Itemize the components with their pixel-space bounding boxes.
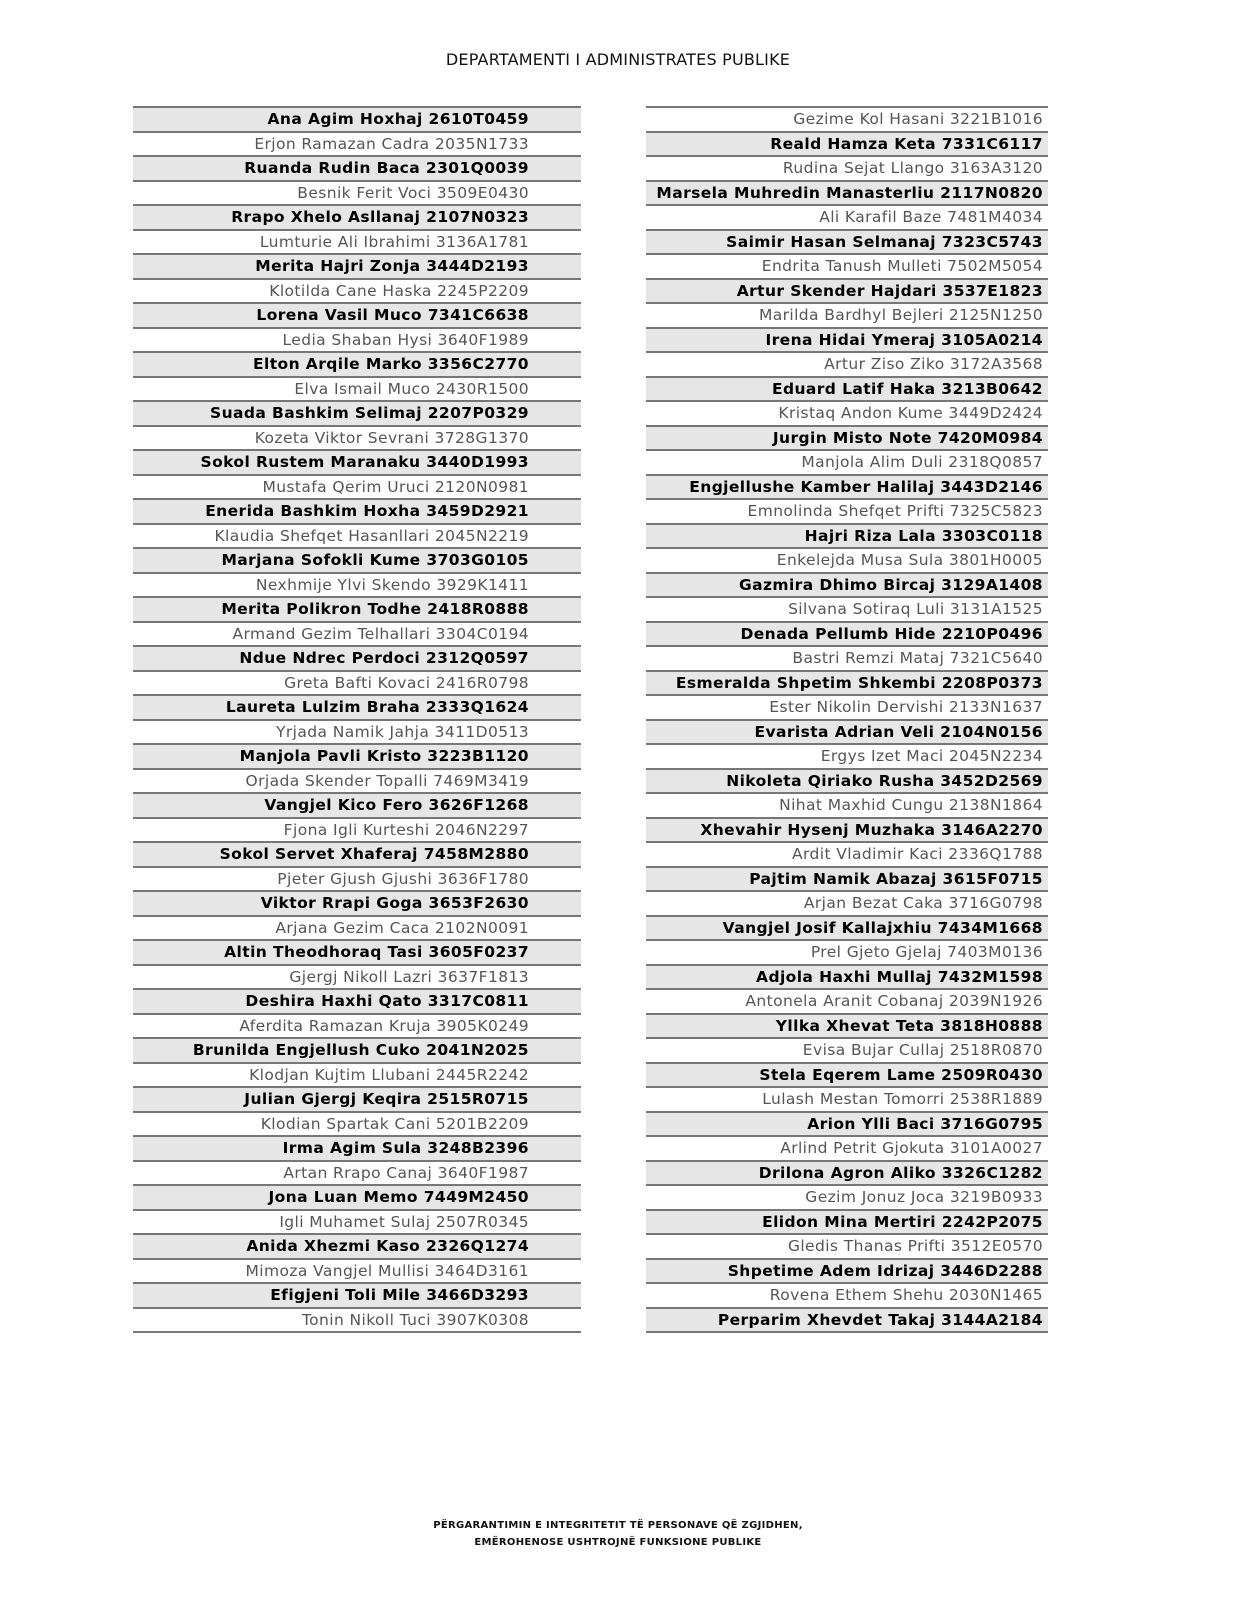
list-item: Erjon Ramazan Cadra 2035N1733: [133, 133, 581, 158]
list-item: Brunilda Engjellush Cuko 2041N2025: [133, 1039, 581, 1064]
list-item: Yllka Xhevat Teta 3818H0888: [646, 1015, 1048, 1040]
list-item: Deshira Haxhi Qato 3317C0811: [133, 990, 581, 1015]
list-item: Elidon Mina Mertiri 2242P2075: [646, 1211, 1048, 1236]
list-item: Marjana Sofokli Kume 3703G0105: [133, 549, 581, 574]
list-item: Artan Rrapo Canaj 3640F1987: [133, 1162, 581, 1187]
list-item: Viktor Rrapi Goga 3653F2630: [133, 892, 581, 917]
list-item: Saimir Hasan Selmanaj 7323C5743: [646, 231, 1048, 256]
list-item: Jurgin Misto Note 7420M0984: [646, 427, 1048, 452]
list-item: Rrapo Xhelo Asllanaj 2107N0323: [133, 206, 581, 231]
list-item: Prel Gjeto Gjelaj 7403M0136: [646, 941, 1048, 966]
list-item: Drilona Agron Aliko 3326C1282: [646, 1162, 1048, 1187]
list-item: Klodian Spartak Cani 5201B2209: [133, 1113, 581, 1138]
list-item: Laureta Lulzim Braha 2333Q1624: [133, 696, 581, 721]
list-item: Klodjan Kujtim Llubani 2445R2242: [133, 1064, 581, 1089]
list-item: Ana Agim Hoxhaj 2610T0459: [133, 108, 581, 133]
list-item: Orjada Skender Topalli 7469M3419: [133, 770, 581, 795]
list-item: Arjana Gezim Caca 2102N0091: [133, 917, 581, 942]
list-item: Lorena Vasil Muco 7341C6638: [133, 304, 581, 329]
list-item: Reald Hamza Keta 7331C6117: [646, 133, 1048, 158]
list-item: Armand Gezim Telhallari 3304C0194: [133, 623, 581, 648]
list-item: Mustafa Qerim Uruci 2120N0981: [133, 476, 581, 501]
list-item: Ruanda Rudin Baca 2301Q0039: [133, 157, 581, 182]
list-item: Pajtim Namik Abazaj 3615F0715: [646, 868, 1048, 893]
page-footer: [0, 1517, 1236, 1551]
list-item: Ndue Ndrec Perdoci 2312Q0597: [133, 647, 581, 672]
list-item: Sokol Rustem Maranaku 3440D1993: [133, 451, 581, 476]
list-item: Aferdita Ramazan Kruja 3905K0249: [133, 1015, 581, 1040]
list-item: Igli Muhamet Sulaj 2507R0345: [133, 1211, 581, 1236]
list-item: Manjola Alim Duli 2318Q0857: [646, 451, 1048, 476]
list-item: Lulash Mestan Tomorri 2538R1889: [646, 1088, 1048, 1113]
list-item: Esmeralda Shpetim Shkembi 2208P0373: [646, 672, 1048, 697]
list-item: Arlind Petrit Gjokuta 3101A0027: [646, 1137, 1048, 1162]
list-item: Besnik Ferit Voci 3509E0430: [133, 182, 581, 207]
list-item: Kristaq Andon Kume 3449D2424: [646, 402, 1048, 427]
list-item: Rudina Sejat Llango 3163A3120: [646, 157, 1048, 182]
list-item: Elva Ismail Muco 2430R1500: [133, 378, 581, 403]
list-item: Mimoza Vangjel Mullisi 3464D3161: [133, 1260, 581, 1285]
page-title: DEPARTAMENTI I ADMINISTRATES PUBLIKE: [445, 50, 791, 69]
list-item: Gledis Thanas Prifti 3512E0570: [646, 1235, 1048, 1260]
list-item: Fjona Igli Kurteshi 2046N2297: [133, 819, 581, 844]
list-item: Vangjel Josif Kallajxhiu 7434M1668: [646, 917, 1048, 942]
list-item: Gezim Jonuz Joca 3219B0933: [646, 1186, 1048, 1211]
list-item: Suada Bashkim Selimaj 2207P0329: [133, 402, 581, 427]
list-item: Lumturie Ali Ibrahimi 3136A1781: [133, 231, 581, 256]
list-item: Altin Theodhoraq Tasi 3605F0237: [133, 941, 581, 966]
list-item: Ledia Shaban Hysi 3640F1989: [133, 329, 581, 354]
list-item: Nihat Maxhid Cungu 2138N1864: [646, 794, 1048, 819]
list-item: Jona Luan Memo 7449M2450: [133, 1186, 581, 1211]
list-item: Stela Eqerem Lame 2509R0430: [646, 1064, 1048, 1089]
list-item: Greta Bafti Kovaci 2416R0798: [133, 672, 581, 697]
list-item: Artur Ziso Ziko 3172A3568: [646, 353, 1048, 378]
list-item: Klaudia Shefqet Hasanllari 2045N2219: [133, 525, 581, 550]
list-item: Bastri Remzi Mataj 7321C5640: [646, 647, 1048, 672]
list-item: Nexhmije Ylvi Skendo 3929K1411: [133, 574, 581, 599]
list-item: Silvana Sotiraq Luli 3131A1525: [646, 598, 1048, 623]
list-item: Endrita Tanush Mulleti 7502M5054: [646, 255, 1048, 280]
list-item: Antonela Aranit Cobanaj 2039N1926: [646, 990, 1048, 1015]
list-item: Denada Pellumb Hide 2210P0496: [646, 623, 1048, 648]
list-item: Arjan Bezat Caka 3716G0798: [646, 892, 1048, 917]
list-item: Ergys Izet Maci 2045N2234: [646, 745, 1048, 770]
list-item: Efigjeni Toli Mile 3466D3293: [133, 1284, 581, 1309]
list-item: Irena Hidai Ymeraj 3105A0214: [646, 329, 1048, 354]
list-item: Emnolinda Shefqet Prifti 7325C5823: [646, 500, 1048, 525]
list-item: Gazmira Dhimo Bircaj 3129A1408: [646, 574, 1048, 599]
list-item: Ester Nikolin Dervishi 2133N1637: [646, 696, 1048, 721]
list-item: Shpetime Adem Idrizaj 3446D2288: [646, 1260, 1048, 1285]
list-item: Rovena Ethem Shehu 2030N1465: [646, 1284, 1048, 1309]
left-name-list: [133, 106, 581, 1333]
list-item: Klotilda Cane Haska 2245P2209: [133, 280, 581, 305]
list-item: Engjellushe Kamber Halilaj 3443D2146: [646, 476, 1048, 501]
list-item: Merita Polikron Todhe 2418R0888: [133, 598, 581, 623]
list-item: Artur Skender Hajdari 3537E1823: [646, 280, 1048, 305]
list-item: Nikoleta Qiriako Rusha 3452D2569: [646, 770, 1048, 795]
list-item: Evisa Bujar Cullaj 2518R0870: [646, 1039, 1048, 1064]
list-item: Merita Hajri Zonja 3444D2193: [133, 255, 581, 280]
list-item: Vangjel Kico Fero 3626F1268: [133, 794, 581, 819]
list-item: Gjergj Nikoll Lazri 3637F1813: [133, 966, 581, 991]
list-item: Tonin Nikoll Tuci 3907K0308: [133, 1309, 581, 1334]
list-item: Perparim Xhevdet Takaj 3144A2184: [646, 1309, 1048, 1334]
list-item: Julian Gjergj Keqira 2515R0715: [133, 1088, 581, 1113]
list-item: Ardit Vladimir Kaci 2336Q1788: [646, 843, 1048, 868]
list-item: Marilda Bardhyl Bejleri 2125N1250: [646, 304, 1048, 329]
list-item: Hajri Riza Lala 3303C0118: [646, 525, 1048, 550]
footer-line-1: PËRGARANTIMIN E INTEGRITETIT TË PERSONAVE QË ZGJIDHEN,: [433, 1520, 803, 1531]
list-item: Pjeter Gjush Gjushi 3636F1780: [133, 868, 581, 893]
list-item: Sokol Servet Xhaferaj 7458M2880: [133, 843, 581, 868]
list-item: Irma Agim Sula 3248B2396: [133, 1137, 581, 1162]
list-item: Adjola Haxhi Mullaj 7432M1598: [646, 966, 1048, 991]
list-item: Enkelejda Musa Sula 3801H0005: [646, 549, 1048, 574]
list-item: Enerida Bashkim Hoxha 3459D2921: [133, 500, 581, 525]
list-item: Xhevahir Hysenj Muzhaka 3146A2270: [646, 819, 1048, 844]
list-item: Manjola Pavli Kristo 3223B1120: [133, 745, 581, 770]
footer-line-2: EMËROHENOSE USHTROJNË FUNKSIONE PUBLIKE: [474, 1537, 762, 1548]
list-item: Anida Xhezmi Kaso 2326Q1274: [133, 1235, 581, 1260]
list-item: Eduard Latif Haka 3213B0642: [646, 378, 1048, 403]
list-item: Gezime Kol Hasani 3221B1016: [646, 108, 1048, 133]
list-item: Elton Arqile Marko 3356C2770: [133, 353, 581, 378]
right-name-list: [646, 106, 1048, 1333]
list-item: Yrjada Namik Jahja 3411D0513: [133, 721, 581, 746]
list-item: Evarista Adrian Veli 2104N0156: [646, 721, 1048, 746]
list-item: Arion Ylli Baci 3716G0795: [646, 1113, 1048, 1138]
list-item: Marsela Muhredin Manasterliu 2117N0820: [646, 182, 1048, 207]
list-item: Kozeta Viktor Sevrani 3728G1370: [133, 427, 581, 452]
list-item: Ali Karafil Baze 7481M4034: [646, 206, 1048, 231]
